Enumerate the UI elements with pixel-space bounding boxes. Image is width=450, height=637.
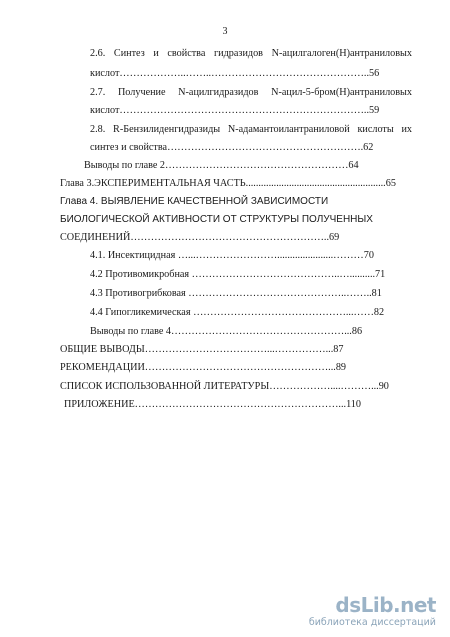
toc-entry-4-4: 4.4 Гипогликемическая ………………………………………...……82 [90, 307, 385, 318]
watermark-logo [335, 593, 436, 617]
site-watermark [308, 593, 436, 631]
toc-entry-general-conclusions: ОБЩИЕ ВЫВОДЫ………………………………...……………...87 [60, 344, 344, 355]
watermark-logo-main: dsLib [335, 593, 394, 617]
toc-entry-2-7-title: 2.7. Получение N-ацилгидразидов N-ацил-5-бром(Н)антраниловых [90, 87, 412, 98]
toc-entry-chapter4-conclusions: Выводы по главе 4……………………………………………...86 [90, 326, 363, 337]
toc-entry-2-6-title: 2.6. Синтез и свойства гидразидов N-ацилгалоген(Н)антраниловых [90, 48, 412, 59]
page-number: 3 [222, 26, 228, 37]
toc-entry-chapter2-conclusions: Выводы по главе 2………………………………………………64 [84, 160, 359, 171]
watermark-subtitle: библиотека диссертаций [308, 617, 436, 628]
toc-entry-references: СПИСОК ИСПОЛЬЗОВАННОЙ ЛИТЕРАТУРЫ………………....………...90 [60, 381, 389, 392]
toc-entry-4-2: 4.2 Противомикробная ……………………………………..…..........71 [90, 269, 386, 280]
toc-entry-chapter3: Глава 3.ЭКСПЕРИМЕНТАЛЬНАЯ ЧАСТЬ.......................................................65 [60, 178, 396, 189]
toc-entry-2-7-page: кислот………………………………………………………………..59 [90, 105, 380, 116]
toc-entry-2-6-page: кислот………………..……..………………………………………..56 [90, 68, 380, 79]
toc-entry-appendix: ПРИЛОЖЕНИЕ……………………………………………………...110 [64, 399, 361, 410]
watermark-logo-tld: .net [393, 593, 436, 617]
toc-entry-2-8-page: синтез и свойства………………………………………………….62 [90, 142, 374, 153]
toc-entry-2-8-title: 2.8. R-Бензилиденгидразиды N-адамантоилантраниловой кислоты их [90, 124, 412, 135]
toc-entry-recommendations: РЕКОМЕНДАЦИИ………………………………………………...89 [60, 362, 347, 373]
toc-entry-chapter4-title-line2: БИОЛОГИЧЕСКОЙ АКТИВНОСТИ ОТ СТРУКТУРЫ ПОЛУЧЕННЫХ [60, 214, 373, 225]
toc-entry-4-3: 4.3 Противогрибковая ………………………………………..……..81 [90, 288, 382, 299]
toc-entry-chapter4-page: СОЕДИНЕНИЙ…………………………………………………..69 [60, 232, 340, 243]
toc-entry-4-1: 4.1. Инсектицидная …...……………………......................………70 [90, 250, 374, 261]
toc-entry-chapter4-title-line1: Глава 4. ВЫЯВЛЕНИЕ КАЧЕСТВЕННОЙ ЗАВИСИМОСТИ [60, 196, 329, 207]
